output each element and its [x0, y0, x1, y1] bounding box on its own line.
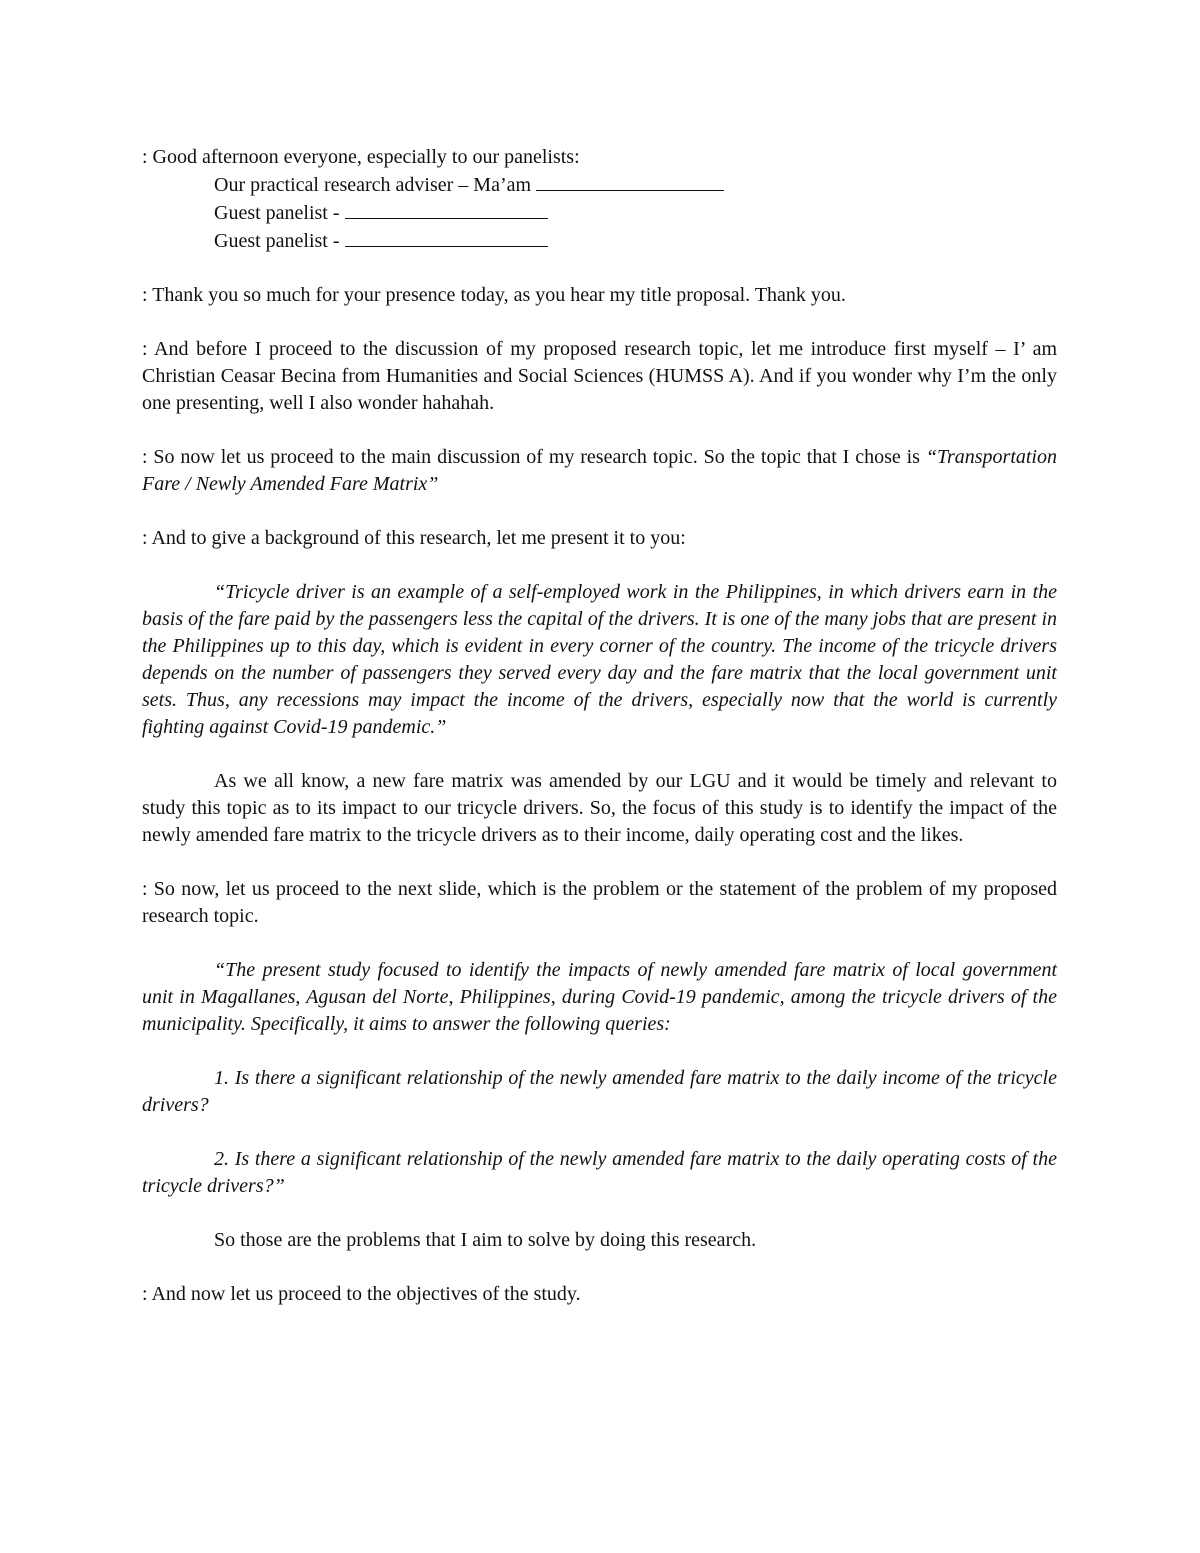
panelist-line-guest-2 — [142, 227, 1057, 255]
name-blank — [345, 227, 548, 247]
introduce-paragraph: : And before I proceed to the discussion of my proposed research topic, let me introduce first myself – I’ am Christian Ceasar Becina from Humanities and Social Sciences (HUMSS A). And if you wonder why I’m the only one presenting, well I also wonder hahahah. — [142, 338, 1057, 414]
background-lead-paragraph: : And to give a background of this research, let me present it to you: — [142, 527, 686, 549]
panelist-label: Guest panelist - — [214, 202, 345, 224]
topic-title: “Transportation Fare / Newly Amended Fare Matrix” — [142, 446, 1057, 495]
focus-paragraph: As we all know, a new fare matrix was amended by our LGU and it would be timely and relevant to study this topic as to its impact to our tricycle drivers. So, the focus of this study is to identify the impact of the newly amended fare matrix to the tricycle drivers as to their income, daily operating cost and the likes. — [142, 770, 1057, 846]
greeting-line: : Good afternoon everyone, especially to our panelists: — [142, 146, 580, 168]
document-body — [142, 144, 1057, 1335]
panelist-label: Guest panelist - — [214, 230, 345, 252]
problem-quote-paragraph: “The present study focused to identify the impacts of newly amended fare matrix of local government unit in Magallanes, Agusan del Norte, Philippines, during Covid-19 pandemic, among the tricycle drivers of the municipality. Specifically, it aims to answer the following queries: — [142, 959, 1057, 1035]
thanks-paragraph: : Thank you so much for your presence today, as you hear my title proposal. Thank you. — [142, 284, 846, 306]
problem-lead-paragraph: : So now, let us proceed to the next slide, which is the problem or the statement of the problem of my proposed research topic. — [142, 878, 1057, 927]
greeting-block — [142, 144, 1057, 255]
name-blank — [536, 171, 724, 191]
panelist-label: Our practical research adviser – Ma’am — [214, 174, 537, 196]
topic-lead: : So now let us proceed to the main discussion of my research topic. So the topic that I chose is — [142, 446, 926, 468]
question-1-paragraph: 1. Is there a significant relationship of the newly amended fare matrix to the daily income of the tricycle drivers? — [142, 1067, 1057, 1116]
panelist-line-adviser — [142, 171, 1057, 199]
question-2-paragraph: 2. Is there a significant relationship of the newly amended fare matrix to the daily operating costs of the tricycle drivers?” — [142, 1148, 1057, 1197]
background-quote-paragraph: “Tricycle driver is an example of a self-employed work in the Philippines, in which drivers earn in the basis of the fare paid by the passengers less the capital of the drivers. It is one of the many jobs that are present in the Philippines up to this day, which is evident in every corner of the country. The income of the tricycle drivers depends on the number of passengers they served every day and the fare matrix that the local government unit sets. Thus, any recessions may impact the income of the drivers, especially now that the world is currently fighting against Covid-19 pandemic.” — [142, 581, 1057, 738]
name-blank — [345, 199, 548, 219]
panelist-line-guest-1 — [142, 199, 1057, 227]
topic-paragraph — [142, 444, 1057, 498]
objectives-lead-paragraph: : And now let us proceed to the objectives of the study. — [142, 1283, 581, 1305]
problems-close-paragraph: So those are the problems that I aim to solve by doing this research. — [214, 1229, 757, 1251]
